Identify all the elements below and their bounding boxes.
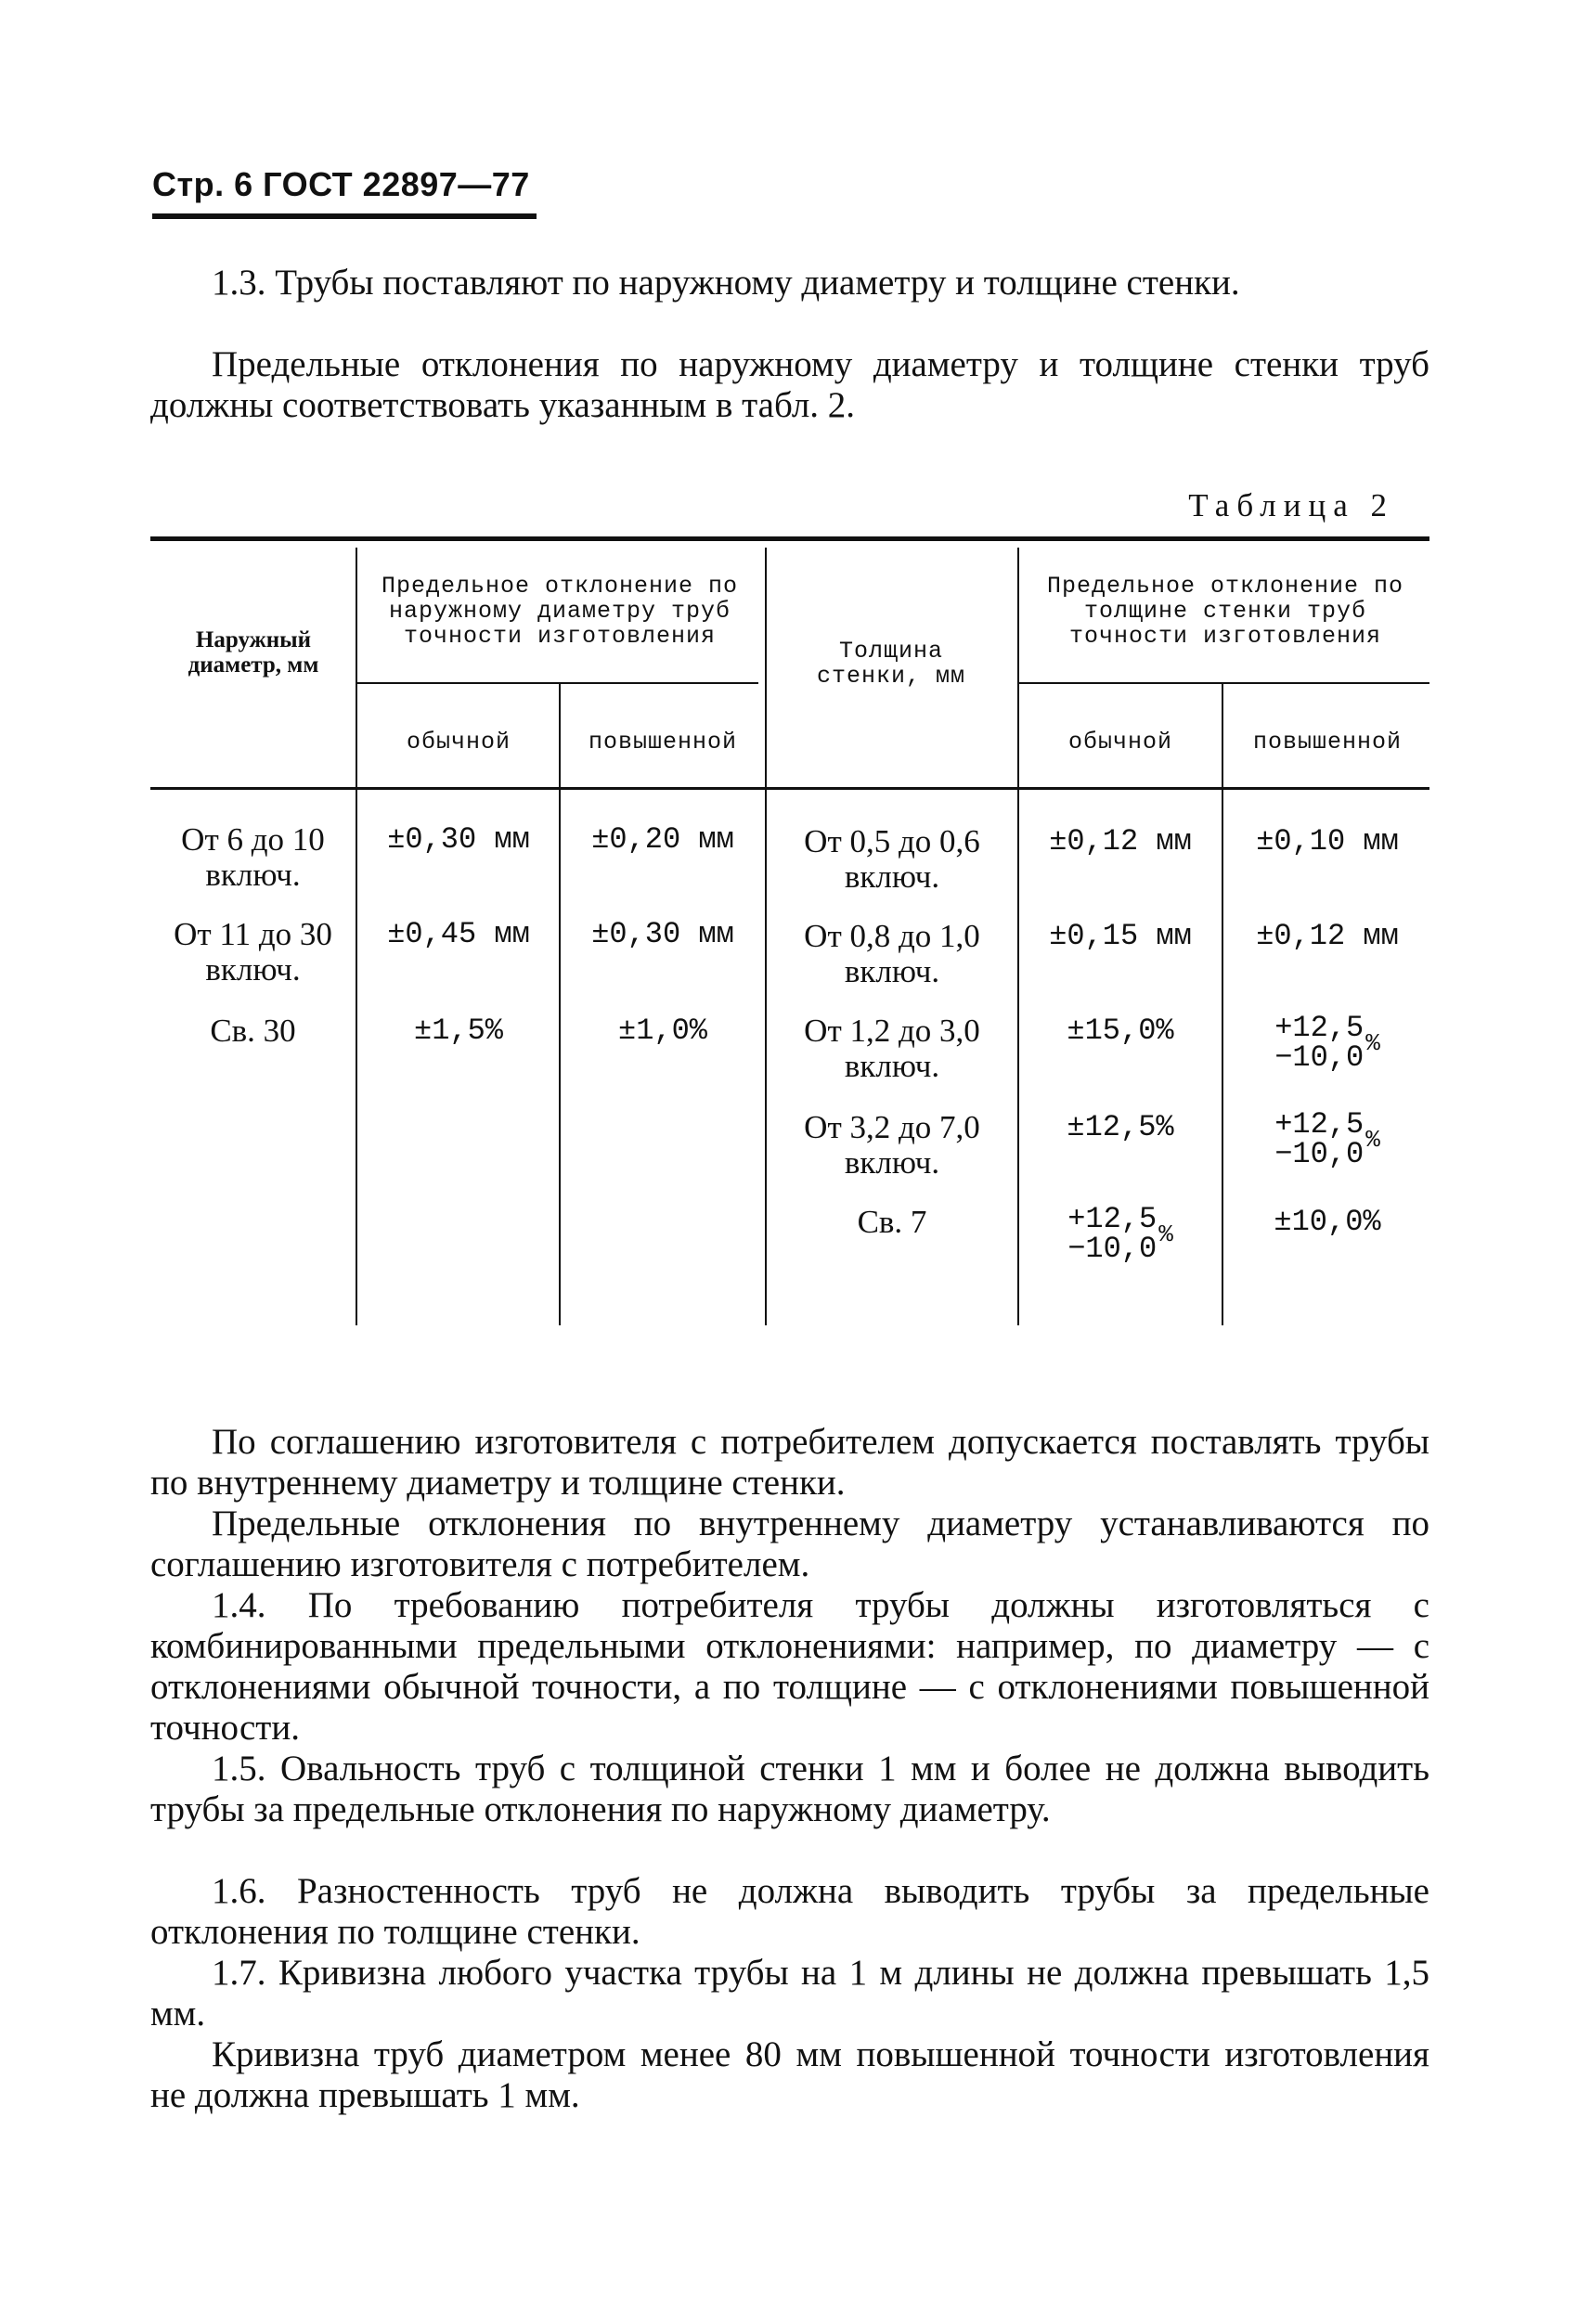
diameter-normal-value: ±0,45 мм [387, 917, 530, 951]
diameter-increased-value: ±0,30 мм [591, 917, 734, 951]
running-head: Стр. 6 ГОСТ 22897—77 [152, 165, 530, 203]
percent-unit: % [1365, 1029, 1380, 1057]
diameter-normal-value: ±0,30 мм [387, 822, 530, 857]
paragraph-curvature: Кривизна труб диаметром менее 80 мм повышенной точности изготовления не должна превышать 1 мм. [150, 2034, 1429, 2115]
paragraph-deviations: Предельные отклонения по наружному диаметру и толщине стенки труб должны соответствовать указанным в табл. 2. [150, 344, 1429, 425]
diameter-increased-value: ±1,0% [617, 1014, 707, 1048]
table-subheader-rule-wall [1019, 682, 1429, 684]
lower-deviation: −10,0 [1067, 1232, 1158, 1266]
paragraph-inner-diameter: Предельные отклонения по внутреннему диаметру устанавливаются по соглашению изготовителя с потребителем. [150, 1504, 1429, 1584]
upper-deviation: +12,5 [1274, 1011, 1365, 1045]
wall-range: От 1,2 до 3,0 включ. [804, 1013, 980, 1084]
header-rule [152, 213, 537, 219]
header-normal-diameter: обычной [406, 729, 511, 755]
upper-deviation: +12,5 [1067, 1202, 1158, 1236]
paragraph-1-5: 1.5. Овальность труб с толщиной стенки 1 мм и более не должна выводить трубы за предельные отклонения по наружному диаметру. [150, 1749, 1429, 1829]
header-diameter-deviation: Предельное отклонение по наружному диаметру труб точности изготовления [381, 573, 739, 650]
table-header-rule [150, 787, 1429, 790]
wall-increased-tolerance [1225, 1107, 1429, 1171]
percent-unit: % [1158, 1220, 1173, 1248]
wall-range: От 3,2 до 7,0 включ. [804, 1109, 980, 1181]
table-column-divider [1222, 684, 1223, 1325]
diameter-range: От 11 до 30 включ. [174, 916, 332, 988]
paragraph-1-6: 1.6. Разностенность труб не должна выводить трубы за предельные отклонения по толщине стенки. [150, 1871, 1429, 1952]
wall-normal-value: ±12,5% [1067, 1110, 1174, 1144]
table-top-rule [150, 536, 1429, 541]
header-increased-diameter: повышенной [588, 729, 738, 755]
diameter-range: Св. 30 [210, 1013, 296, 1049]
header-normal-wall: обычной [1067, 729, 1173, 755]
table-column-divider [765, 548, 767, 1325]
percent-unit: % [1365, 1126, 1380, 1154]
lower-deviation: −10,0 [1274, 1137, 1365, 1171]
header-outer-diameter: Наружный диаметр, мм [188, 627, 319, 678]
header-wall-thickness: Толщина стенки, мм [816, 638, 966, 690]
paragraph-1-3: 1.3. Трубы поставляют по наружному диаметру и толщине стенки. [212, 263, 1240, 303]
upper-deviation: +12,5 [1274, 1107, 1365, 1142]
diameter-normal-value: ±1,5% [413, 1014, 503, 1048]
paragraph-agreement: По соглашению изготовителя с потребителем допускается поставлять трубы по внутреннему диаметру и толщине стенки. [150, 1422, 1429, 1503]
wall-range: От 0,8 до 1,0 включ. [804, 918, 980, 989]
wall-normal-value: ±0,12 мм [1049, 824, 1192, 859]
wall-increased-value: ±10,0% [1274, 1205, 1381, 1239]
wall-increased-tolerance [1225, 1011, 1429, 1075]
wall-increased-value: ±0,10 мм [1256, 824, 1399, 859]
paragraph-1-7: 1.7. Кривизна любого участка трубы на 1 м длины не должна превышать 1,5 мм. [150, 1953, 1429, 2034]
wall-normal-tolerance [1021, 1202, 1220, 1266]
lower-deviation: −10,0 [1274, 1040, 1365, 1075]
wall-normal-value: ±0,15 мм [1049, 919, 1192, 953]
diameter-range: От 6 до 10 включ. [181, 821, 325, 893]
wall-range: От 0,5 до 0,6 включ. [804, 823, 980, 895]
table-column-divider [559, 684, 561, 1325]
table-column-divider [356, 548, 357, 1325]
table-subheader-rule-diameter [357, 682, 758, 684]
table-column-divider [1017, 548, 1019, 1325]
header-increased-wall: повышенной [1252, 729, 1403, 755]
wall-normal-value: ±15,0% [1067, 1014, 1174, 1048]
header-wall-deviation: Предельное отклонение по толщине стенки труб точности изготовления [1046, 573, 1404, 650]
wall-increased-value: ±0,12 мм [1256, 919, 1399, 953]
table-caption: Таблица 2 [1188, 487, 1394, 523]
diameter-increased-value: ±0,20 мм [591, 822, 734, 857]
wall-range: Св. 7 [857, 1204, 927, 1240]
paragraph-1-4: 1.4. По требованию потребителя трубы должны изготовляться с комбинированными предельными отклонениями: например, по диаметру — с отклонениями обычной точности, а по толщине — с отклонениями повышенной точности. [150, 1585, 1429, 1748]
